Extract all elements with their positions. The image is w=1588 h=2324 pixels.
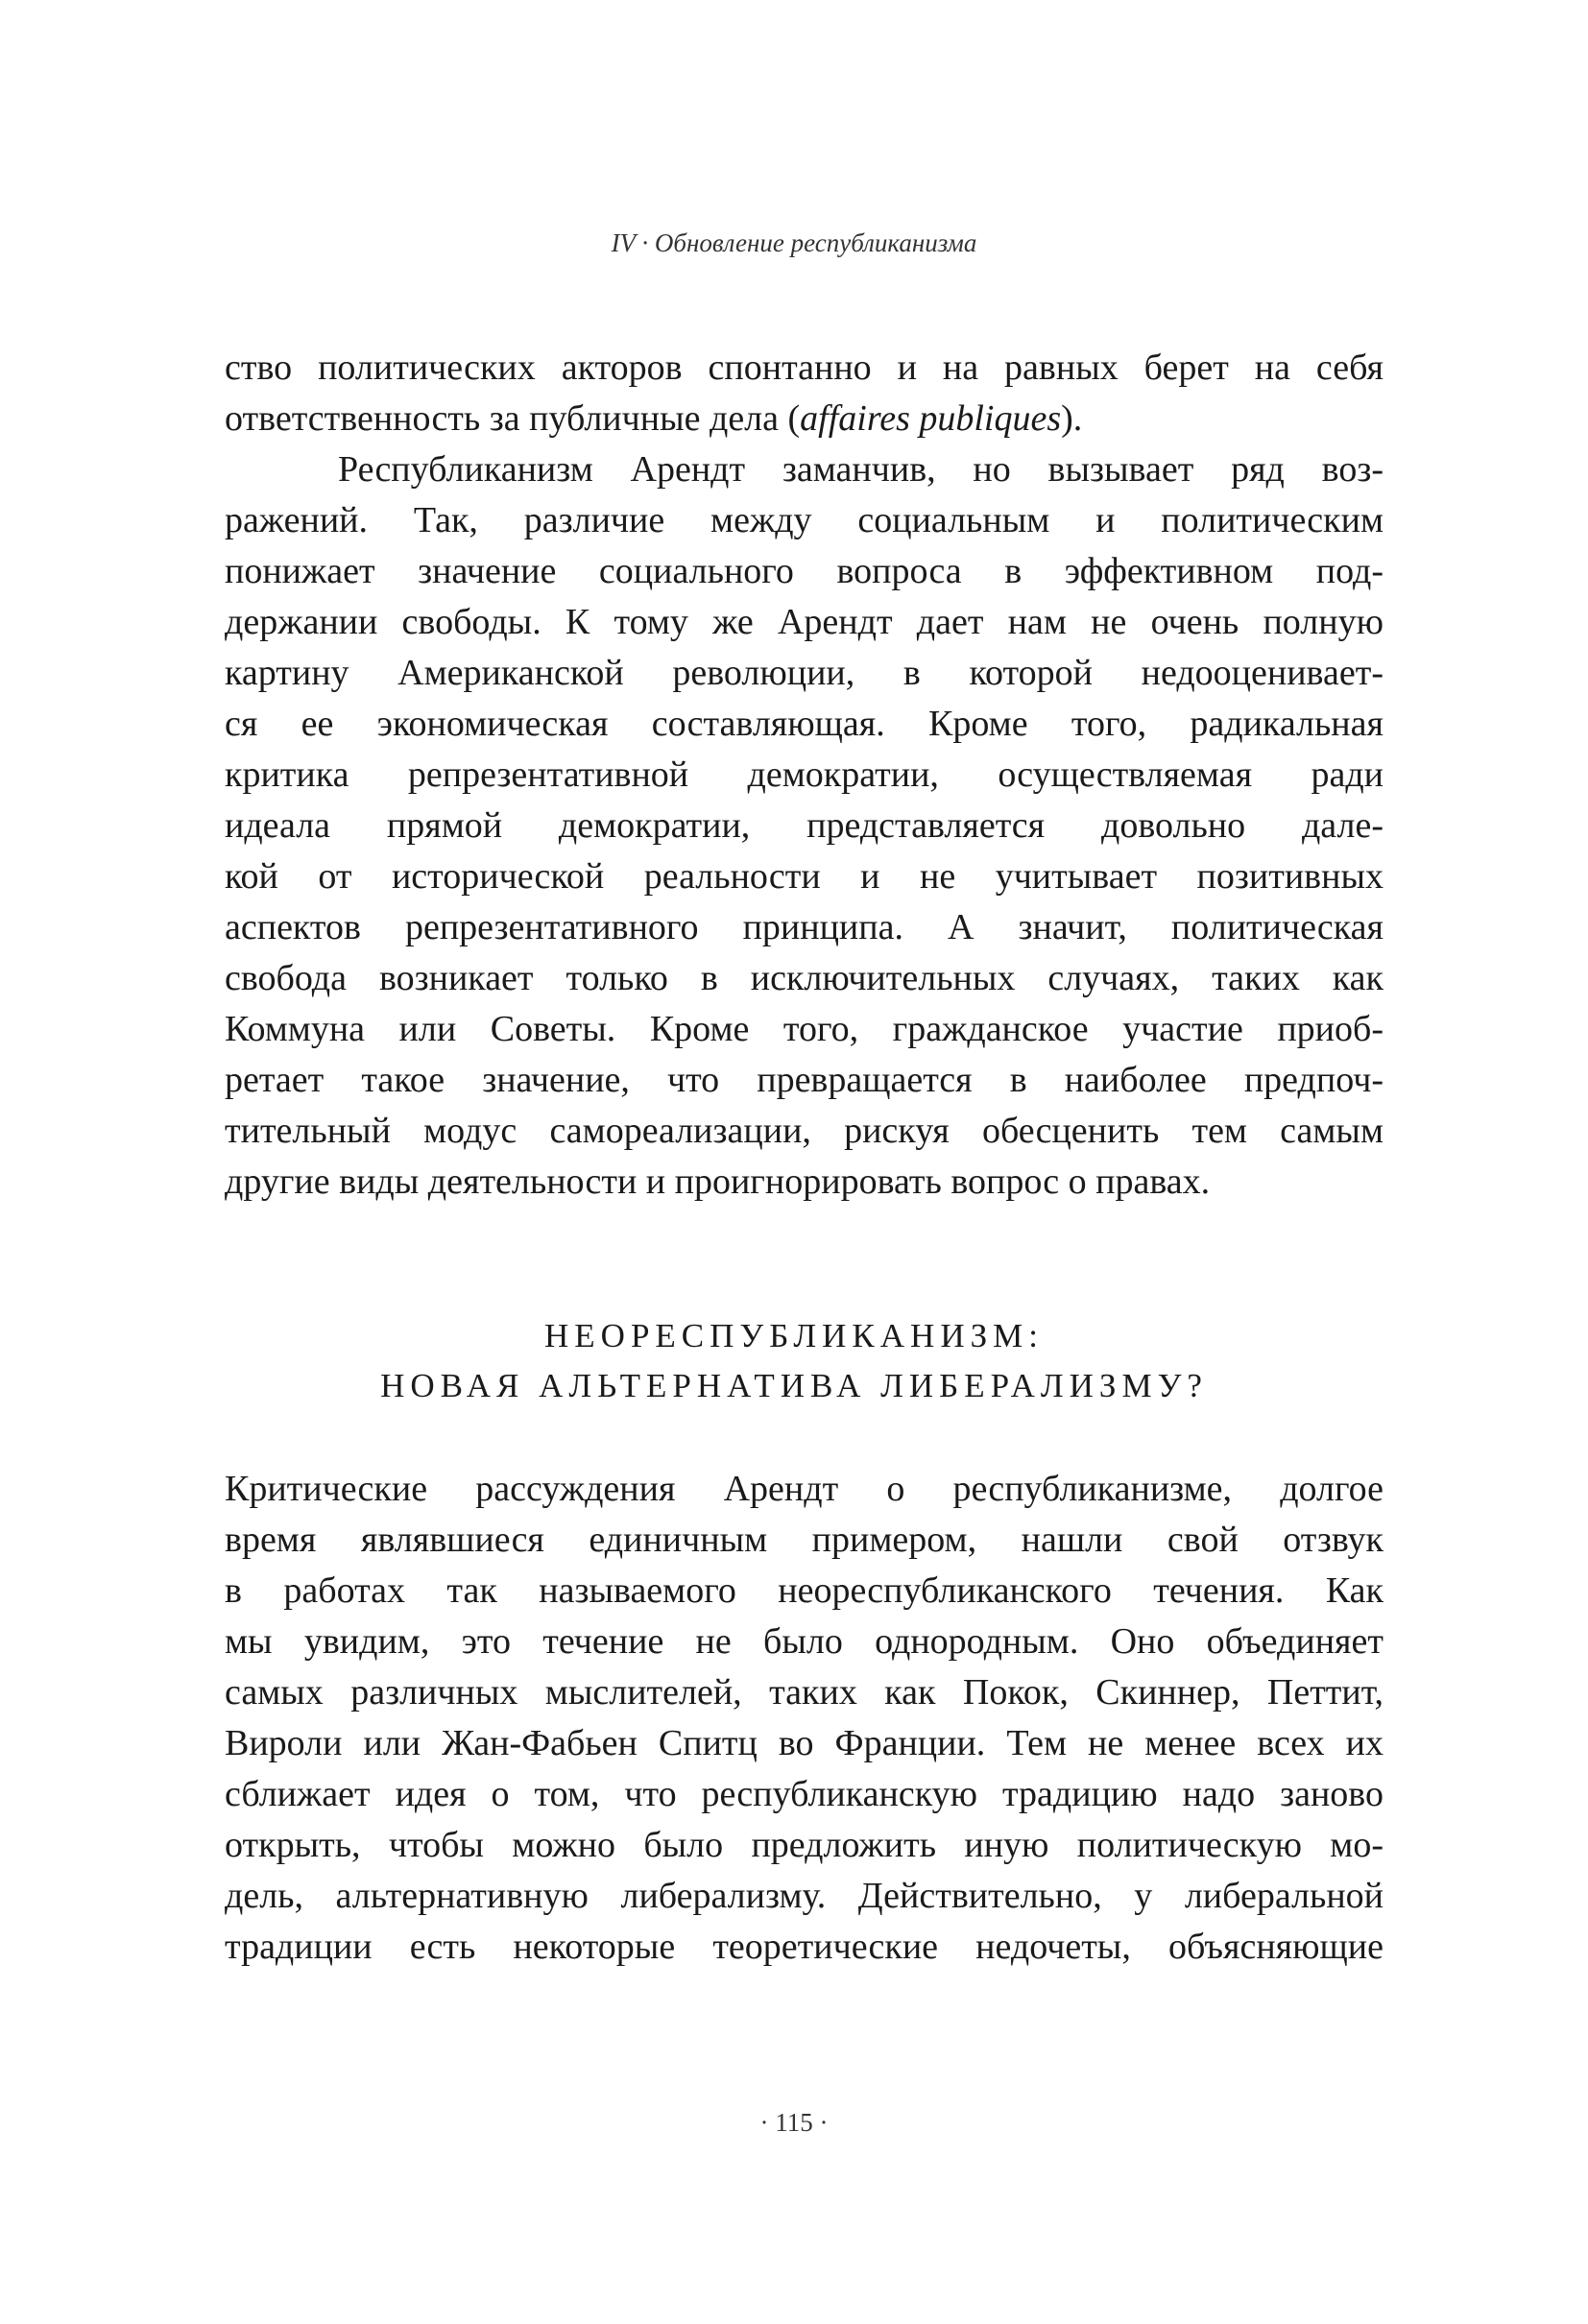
- text-line: ражений. Так, различие между социальным и политическим: [225, 500, 1383, 540]
- running-head: IV · Обновление республиканизма: [611, 228, 977, 257]
- text-line: идеала прямой демократии, представляется довольно дале-: [225, 805, 1383, 846]
- text-line: аспектов репрезентативного принципа. А значит, политическая: [225, 907, 1383, 947]
- text-fragment: ответственность за публичные дела (: [225, 398, 801, 439]
- paragraph-neorepublicanism: [225, 1464, 1383, 1973]
- text-line: картину Американской революции, в которой недооценивает-: [225, 653, 1383, 693]
- text-line: Критические рассуждения Арендт о республиканизме, долгое: [225, 1469, 1383, 1509]
- text-line: критика репрезентативной демократии, осуществляемая ради: [225, 755, 1383, 795]
- section-heading-line-1: НЕОРЕСПУБЛИКАНИЗМ:: [544, 1317, 1044, 1354]
- section-heading-line-2: НОВАЯ АЛЬТЕРНАТИВА ЛИБЕРАЛИЗМУ?: [380, 1367, 1208, 1404]
- text-line: тительный модус самореализации, рискуя обесценить тем самым: [225, 1111, 1383, 1151]
- text-line: мы увидим, это течение не было однородным. Оно объединяет: [225, 1621, 1383, 1662]
- text-line: Коммуна или Советы. Кроме того, гражданское участие приоб-: [225, 1009, 1383, 1049]
- paragraph-critique: [225, 444, 1383, 1208]
- page-number: · 115 ·: [759, 2108, 829, 2137]
- text-line: Республиканизм Арендт заманчив, но вызывает ряд воз-: [338, 449, 1383, 490]
- text-line: держании свободы. К тому же Арендт дает нам не очень полную: [225, 602, 1383, 642]
- text-line: ся ее экономическая составляющая. Кроме того, радикальная: [225, 704, 1383, 744]
- text-line: понижает значение социального вопроса в эффективном под-: [225, 551, 1383, 591]
- text-line: Вироли или Жан-Фабьен Спитц во Франции. Тем не менее всех их: [225, 1723, 1383, 1763]
- text-line: время являвшиеся единичным примером, нашли свой отзвук: [225, 1520, 1383, 1560]
- text-line: дель, альтернативную либерализму. Действительно, у либеральной: [225, 1876, 1383, 1916]
- italic-term: affaires publiques: [800, 398, 1062, 439]
- text-line: в работах так называемого неореспубликанского течения. Как: [225, 1570, 1383, 1611]
- text-line: другие виды деятельности и проигнорировать вопрос о правах.: [225, 1162, 1211, 1202]
- text-line: традиции есть некоторые теоретические недочеты, объясняющие: [225, 1927, 1383, 1967]
- text-fragment: ).: [1061, 398, 1083, 439]
- text-line: сближает идея о том, что республиканскую традицию надо заново: [225, 1774, 1383, 1814]
- text-line: ретает такое значение, что превращается в наиболее предпоч-: [225, 1060, 1383, 1100]
- text-line: кой от исторической реальности и не учитывает позитивных: [225, 856, 1383, 897]
- text-line: свобода возникает только в исключительных случаях, таких как: [225, 958, 1383, 998]
- paragraph-continuation: [225, 343, 1383, 444]
- text-line: открыть, чтобы можно было предложить иную политическую мо-: [225, 1825, 1383, 1865]
- text-line: ство политических акторов спонтанно и на равных берет на себя: [225, 347, 1383, 388]
- text-line: самых различных мыслителей, таких как Покок, Скиннер, Петтит,: [225, 1672, 1383, 1713]
- text-line: [225, 394, 1383, 444]
